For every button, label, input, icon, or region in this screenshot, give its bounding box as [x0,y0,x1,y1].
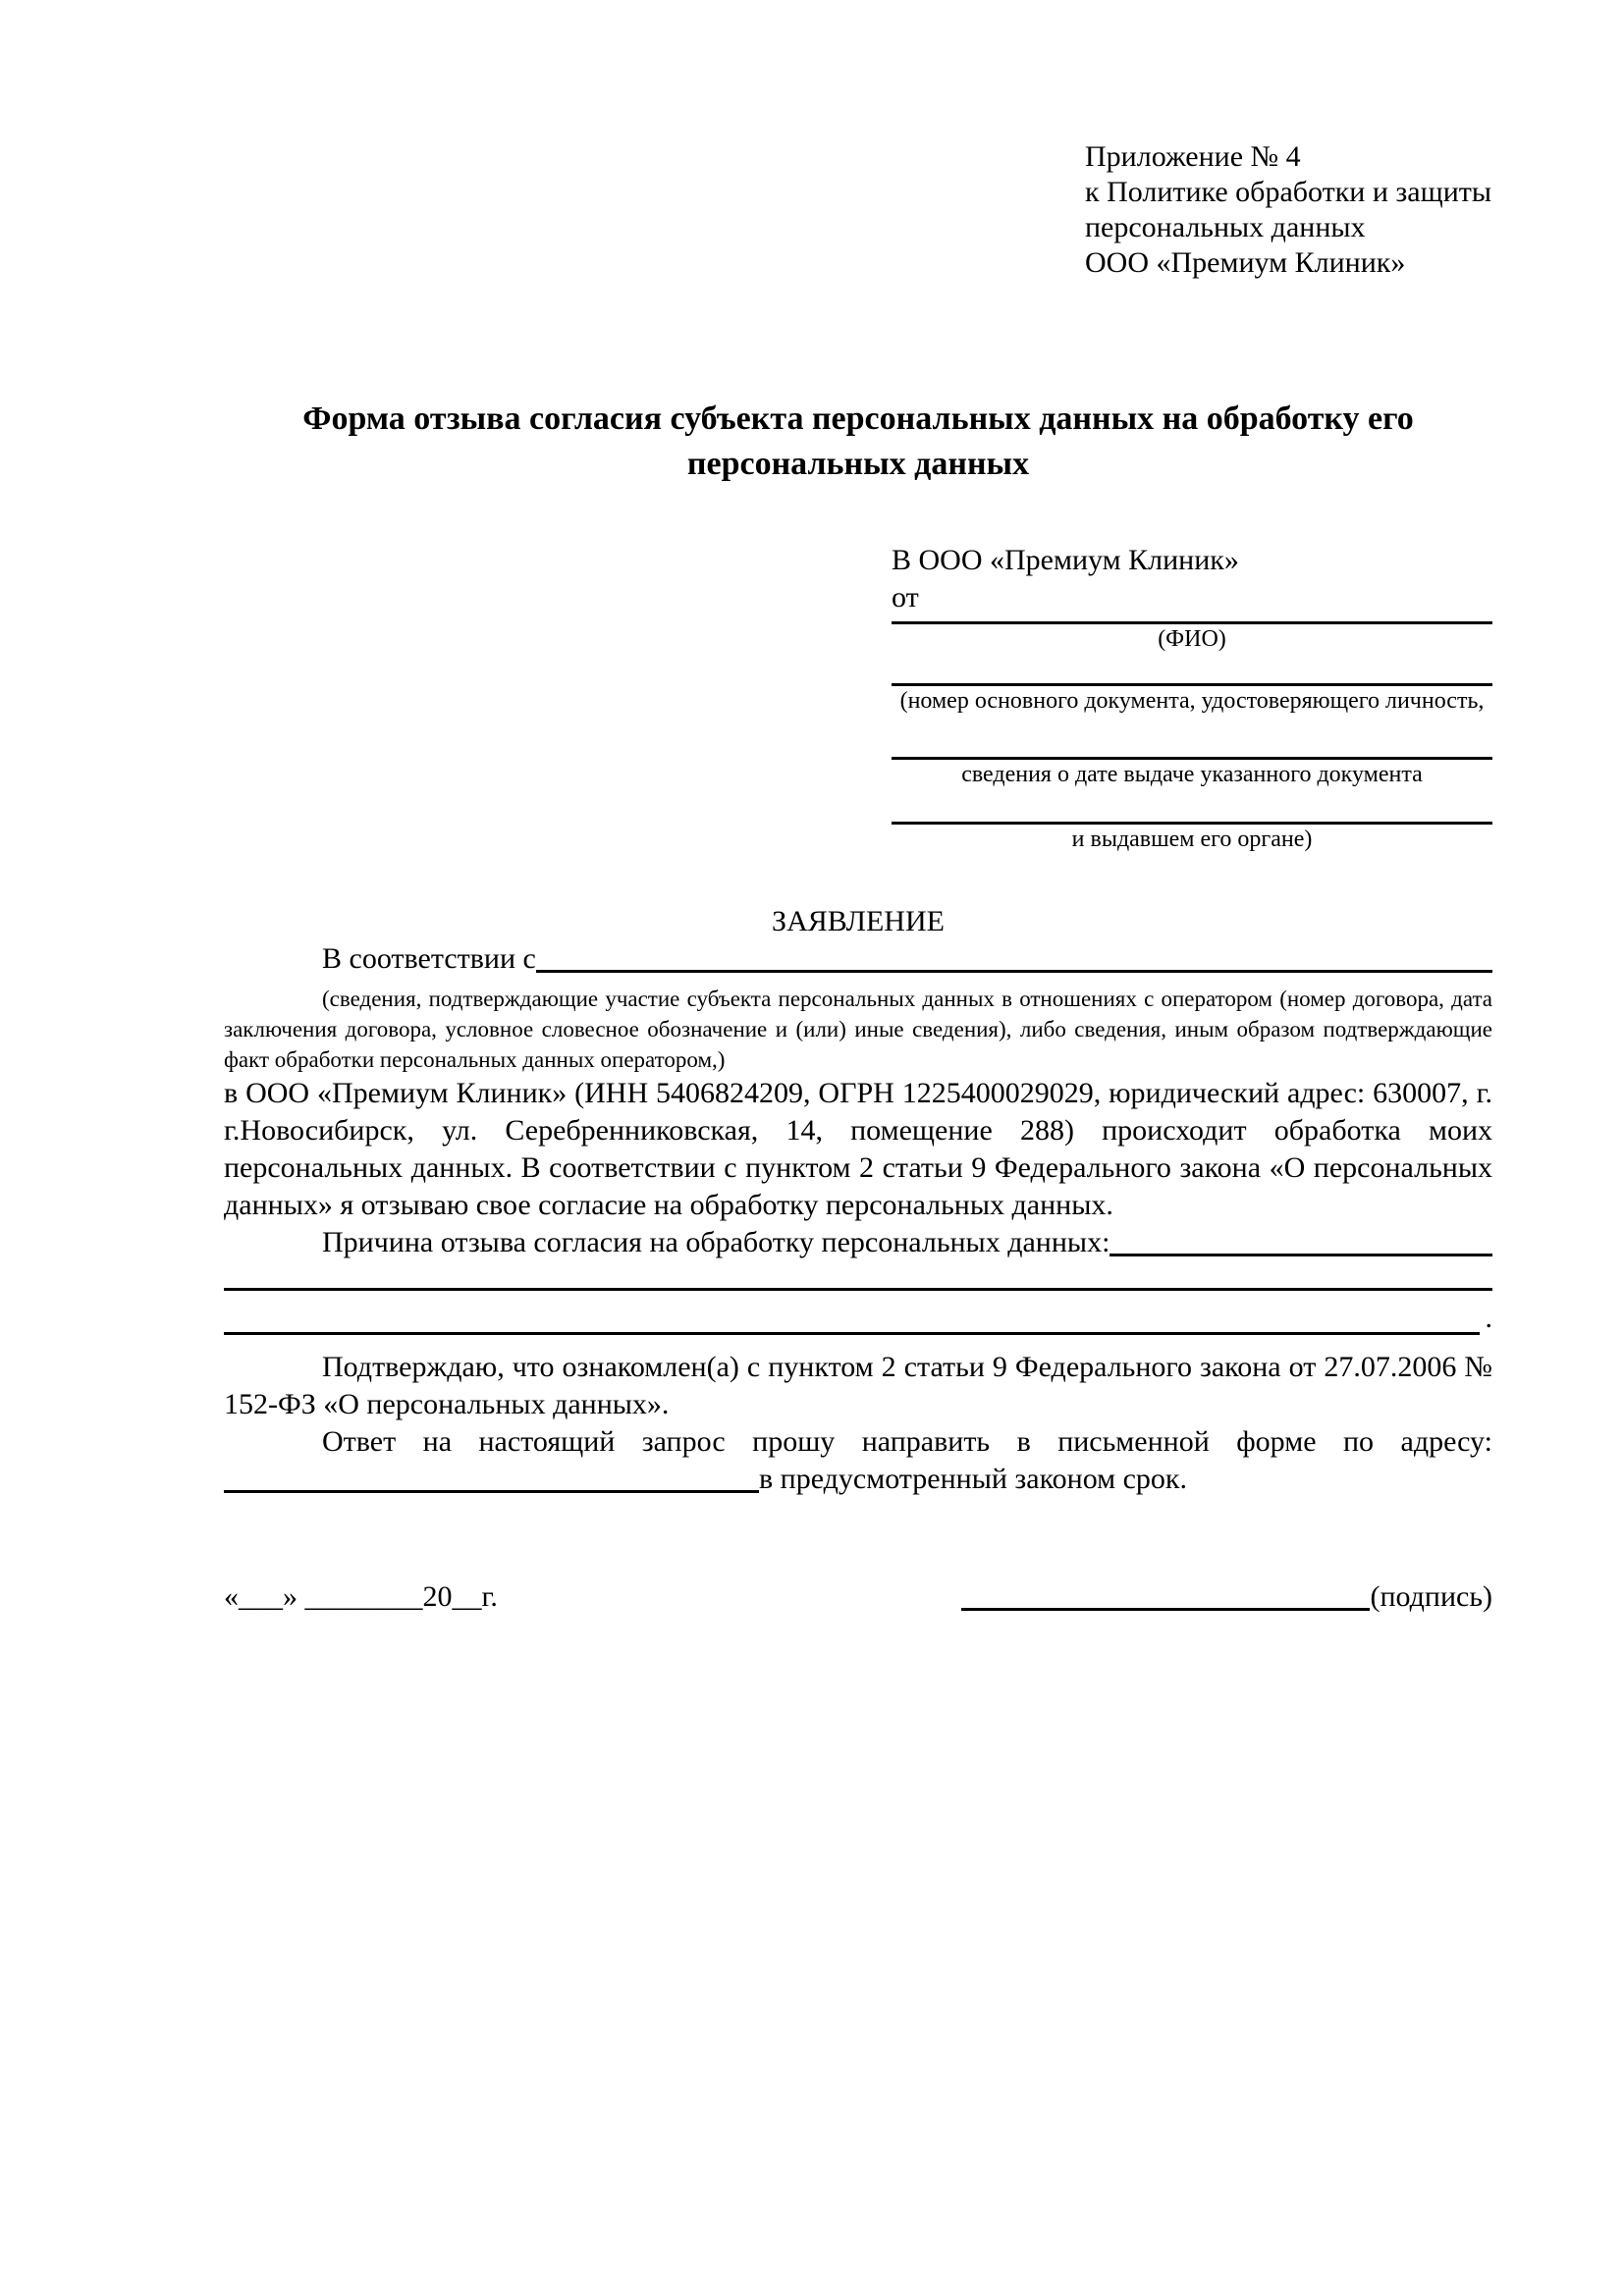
fine-print-note: (сведения, подтверждающие участие субъекта персональных данных в отношениях с оператором (номер договора, дата заключения договора, условное словесное обозначение и (или) иные сведения), либо сведения, иным образом подтверждающие факт обработки персональных данных оператором,) [224,987,1492,1072]
addressee-to: В ООО «Премиум Клиник» [892,544,1239,576]
sentence-period: . [1485,1302,1492,1334]
appendix-header-line: ООО «Премиум Клиник» [1085,246,1406,279]
confirm-paragraph: Подтверждаю, что ознакомлен(а) с пунктом 2 статьи 9 Федерального закона от 27.07.2006 № 152-ФЗ «О персональных данных». [224,1351,1492,1420]
addressee-from-label: от [892,581,919,614]
fio-blank-line [892,616,1492,624]
reason-row [224,1224,1492,1261]
reply-paragraph: Ответ на настоящий запрос прошу направить в письменной форме по адресу: [322,1425,1492,1458]
appendix-header [1085,139,1492,281]
date-field: «___» ________20__г. [224,1580,498,1613]
signature-group [961,1578,1492,1616]
appendix-header-line: к Политике обработки и защиты [1085,176,1492,208]
issue-date-caption: сведения о дате выдаче указанного документа [961,762,1423,787]
page-title: Форма отзыва согласия субъекта персональных данных на обработку его персональных данных [302,400,1414,482]
appendix-header-line: персональных данных [1085,211,1366,243]
issuing-authority-caption: и выдавшем его органе) [1071,827,1313,852]
footer-row [224,1578,1492,1616]
reason-blank-line-2 [224,1261,1492,1291]
signature-blank-line [961,1608,1370,1611]
fio-caption: (ФИО) [1158,626,1226,652]
reason-blank-line-3 [224,1291,1480,1335]
basis-blank-line [536,970,1492,973]
document-number-caption: (номер основного документа, удостоверяющего личность, [899,688,1485,714]
body-paragraph: в ООО «Премиум Клиник» (ИНН 5406824209, ОГРН 1225400029029, юридический адрес: 630007, г. г.Новосибирск, ул. Серебренниковская, 14, помещение 288) происходит обработка моих персональных данных. В соответствии с пунктом 2 статьи 9 Федерального закона «О персональных данных» я отзываю свое согласие на обработку персональных данных. [224,1077,1492,1221]
reply-address-row [224,1461,1492,1498]
issuing-authority-blank-line [892,789,1492,825]
reply-suffix: в предусмотренный законом срок. [759,1463,1187,1495]
reason-blank-line [1110,1254,1492,1256]
issue-date-blank-line [892,716,1492,760]
basis-row [224,940,1492,978]
basis-label: В соответствии с [322,942,536,975]
statement-heading: ЗАЯВЛЕНИЕ [772,905,945,937]
appendix-header-line: Приложение № 4 [1085,140,1301,173]
reason-label: Причина отзыва согласия на обработку персональных данных: [322,1226,1110,1258]
signature-caption: (подпись) [1370,1580,1492,1613]
reason-blank-line-3-row [224,1291,1492,1335]
addressee-block [892,542,1492,854]
document-number-blank-line [892,654,1492,686]
reply-address-blank-line [224,1490,759,1493]
